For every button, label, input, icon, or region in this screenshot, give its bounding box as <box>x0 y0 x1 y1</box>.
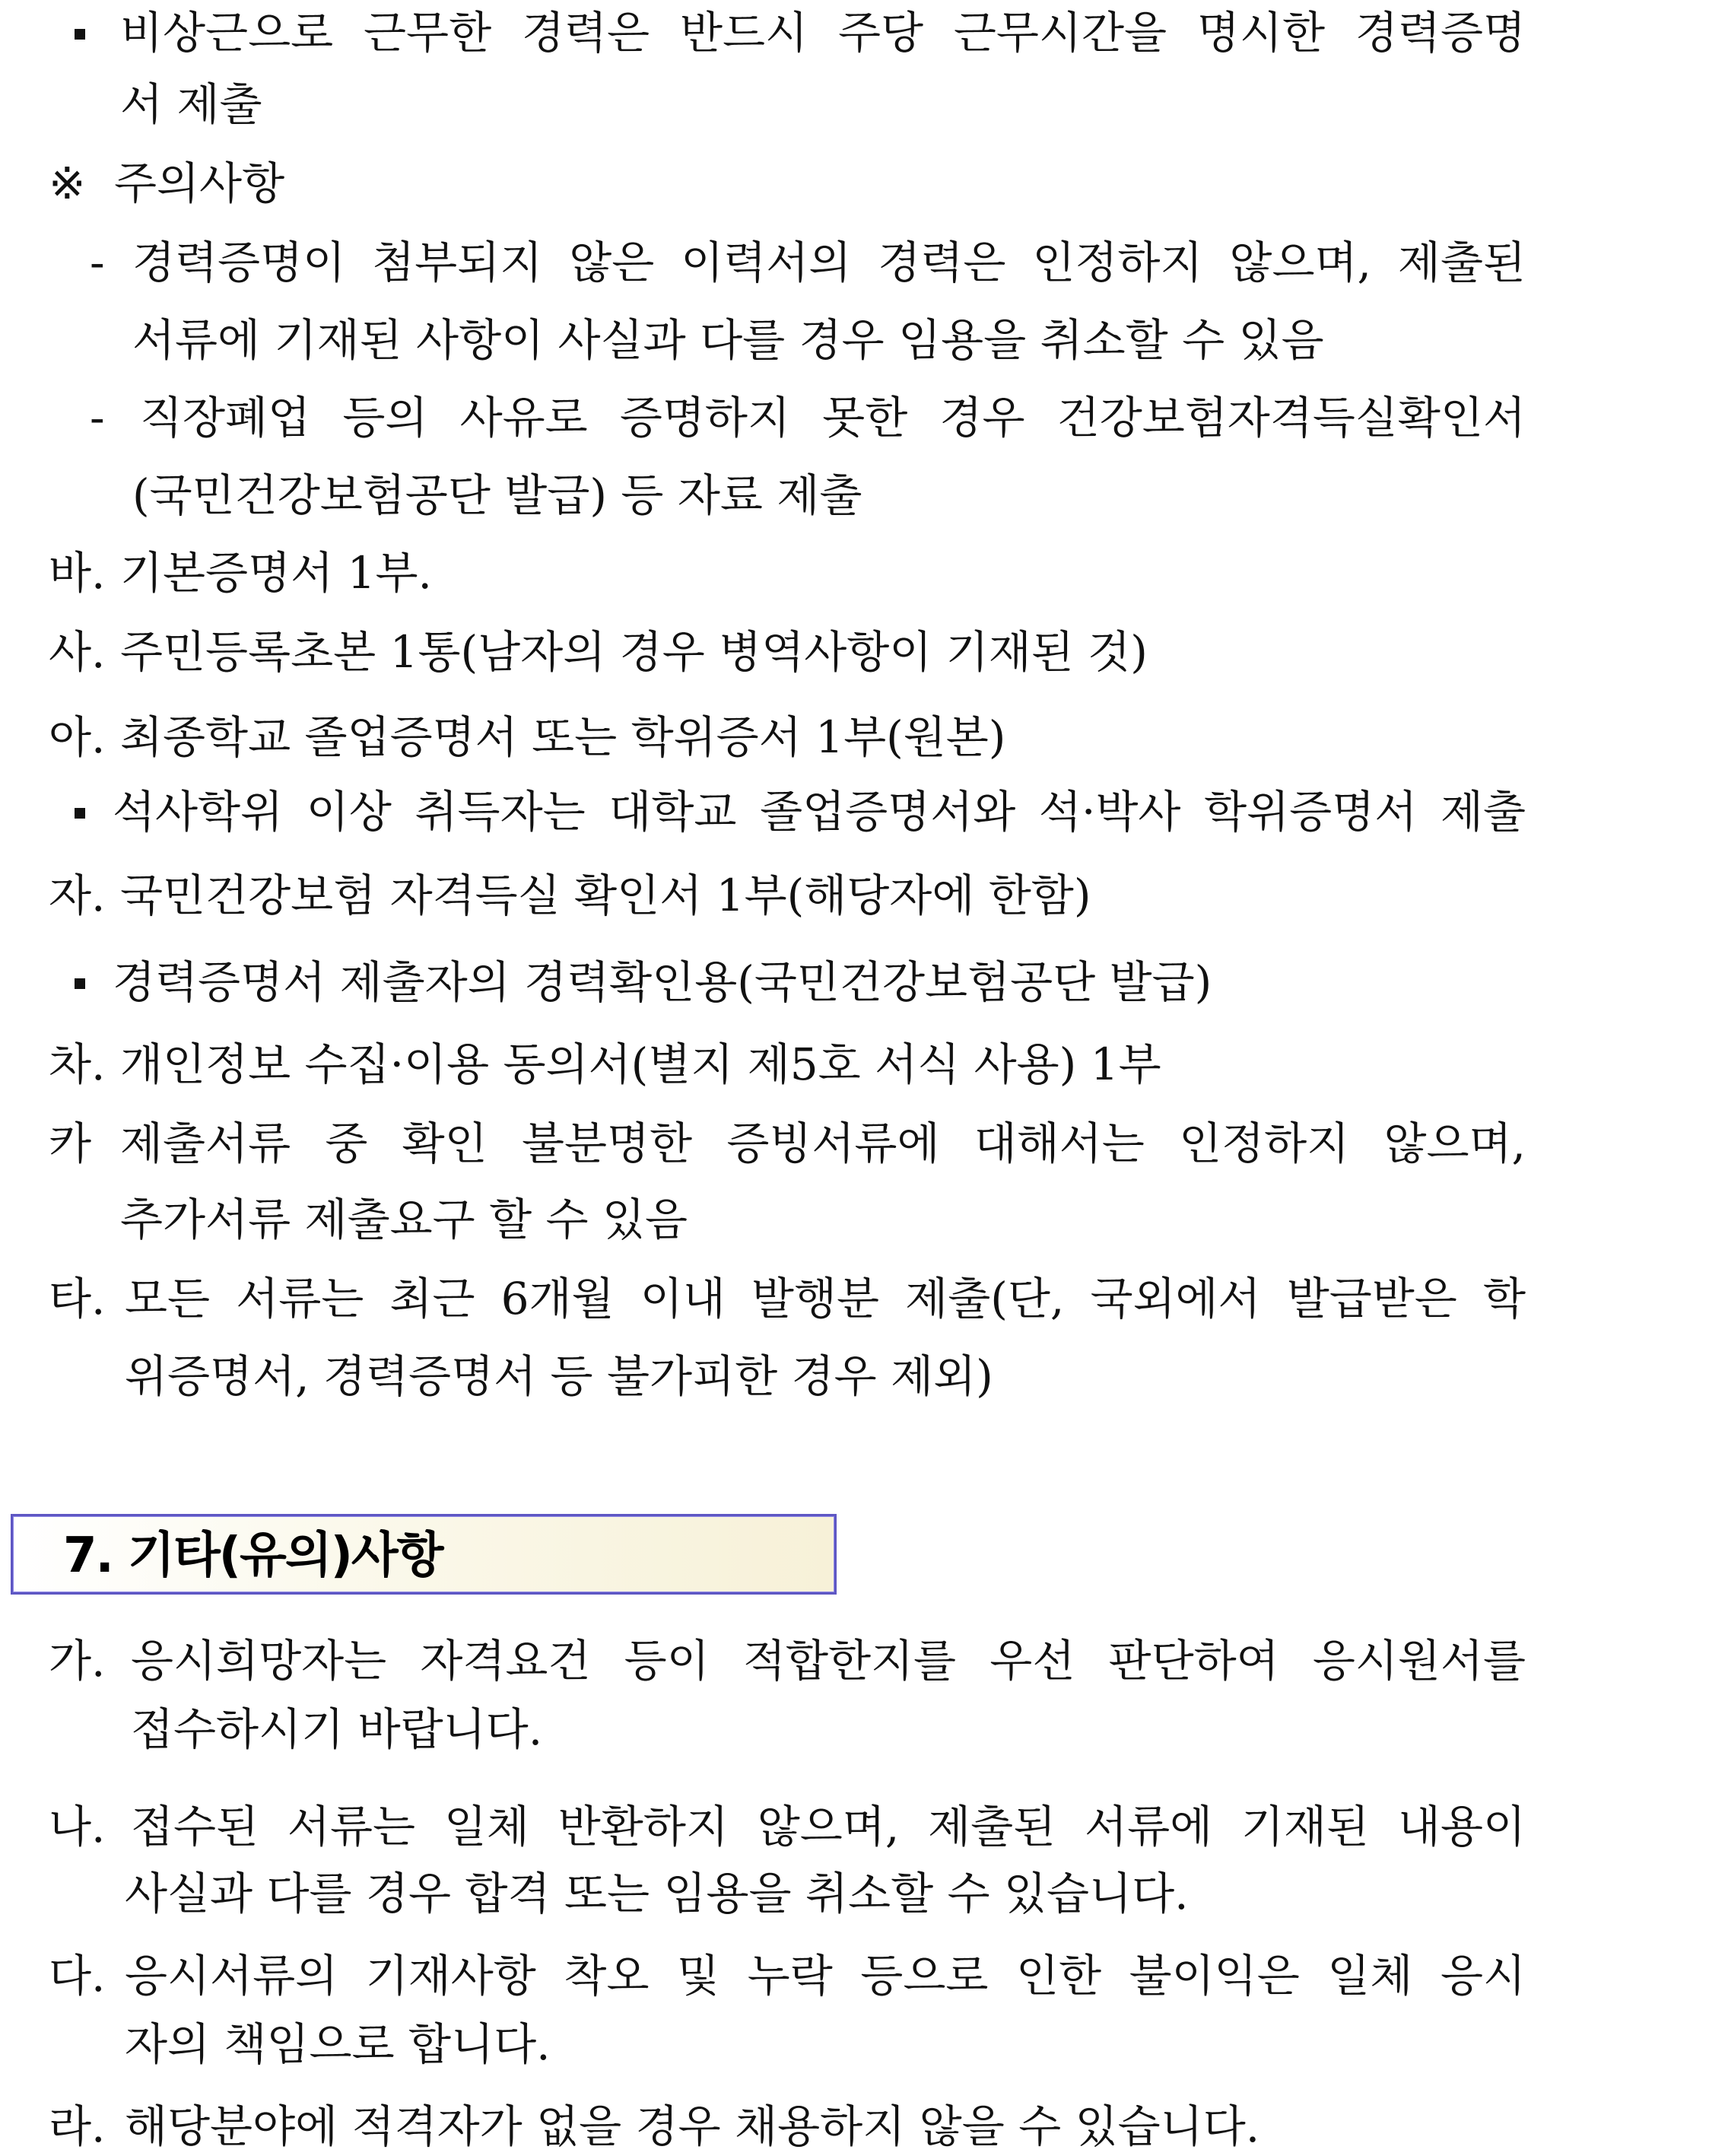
line-text: 비상근으로 근무한 경력은 반드시 주당 근무시간을 명시한 경력증명 <box>120 7 1526 59</box>
line-marker: 자. <box>49 870 106 921</box>
line-marker: 가. <box>49 1635 106 1687</box>
line-text: 직장폐업 등의 사유로 증명하지 못한 경우 건강보험자격득실확인서 <box>140 392 1526 444</box>
line-marker: 타. <box>49 1273 106 1324</box>
line-text: 해당분야에 적격자가 없을 경우 채용하지 않을 수 있습니다. <box>125 2100 1260 2152</box>
line-text: 자의 책임으로 합니다. <box>125 2018 551 2070</box>
line-text: 추가서류 제출요구 할 수 있음 <box>120 1194 688 1245</box>
line-text: 기본증명서 1부. <box>120 547 432 599</box>
line-text: 제출서류 중 확인 불분명한 증빙서류에 대해서는 인정하지 않으며, <box>120 1118 1526 1169</box>
line-text: 개인정보 수집·이용 동의서(별지 제5호 서식 사용) 1부 <box>120 1038 1161 1090</box>
line-marker: 사. <box>49 626 106 678</box>
line-text: 응시희망자는 자격요건 등이 적합한지를 우선 판단하여 응시원서를 <box>131 1635 1526 1687</box>
line-text: 접수하시기 바랍니다. <box>131 1703 543 1755</box>
line-text: 경력증명서 제출자의 경력확인용(국민건강보험공단 발급) <box>113 956 1212 1008</box>
line-text: 응시서류의 기재사항 착오 및 누락 등으로 인한 불이익은 일체 응시 <box>125 1950 1526 2002</box>
line-text: 국민건강보험 자격득실 확인서 1부(해당자에 한함) <box>120 870 1091 921</box>
line-marker: 차. <box>49 1038 106 1090</box>
line-marker: ※ <box>49 157 86 209</box>
line-text: 경력증명이 첨부되지 않은 이력서의 경력은 인정하지 않으며, 제출된 <box>132 237 1526 288</box>
line-marker: 나. <box>49 1801 106 1852</box>
line-marker: 바. <box>49 547 106 599</box>
line-text: 사실과 다를 경우 합격 또는 임용을 취소할 수 있습니다. <box>125 1868 1189 1919</box>
line-text: 최종학교 졸업증명서 또는 학위증서 1부(원본) <box>120 711 1006 763</box>
section-heading: 7. 기타(유의)사항 <box>63 1528 443 1584</box>
line-text: 모든 서류는 최근 6개월 이내 발행분 제출(단, 국외에서 발급받은 학 <box>125 1273 1526 1324</box>
line-text: 주민등록초본 1통(남자의 경우 병역사항이 기재된 것) <box>120 626 1148 678</box>
line-text: (국민건강보험공단 발급) 등 자료 제출 <box>132 469 862 521</box>
line-marker: - <box>90 237 105 288</box>
line-text: 석사학위 이상 취득자는 대학교 졸업증명서와 석·박사 학위증명서 제출 <box>113 786 1526 838</box>
section-heading-box <box>11 1514 837 1595</box>
line-marker: - <box>90 392 105 444</box>
line-marker: 카 <box>49 1118 92 1169</box>
square-bullet-icon <box>75 978 85 989</box>
square-bullet-icon <box>75 29 85 40</box>
line-text: 서류에 기재된 사항이 사실과 다를 경우 임용을 취소할 수 있음 <box>132 314 1324 366</box>
line-text: 주의사항 <box>114 157 285 209</box>
line-marker: 라. <box>49 2100 106 2152</box>
line-marker: 아. <box>49 711 106 763</box>
line-text: 접수된 서류는 일체 반환하지 않으며, 제출된 서류에 기재된 내용이 <box>131 1801 1526 1852</box>
square-bullet-icon <box>75 808 85 819</box>
line-text: 서 제출 <box>120 78 262 130</box>
line-marker: 다. <box>49 1950 106 2002</box>
line-text: 위증명서, 경력증명서 등 불가피한 경우 제외) <box>125 1350 993 1402</box>
